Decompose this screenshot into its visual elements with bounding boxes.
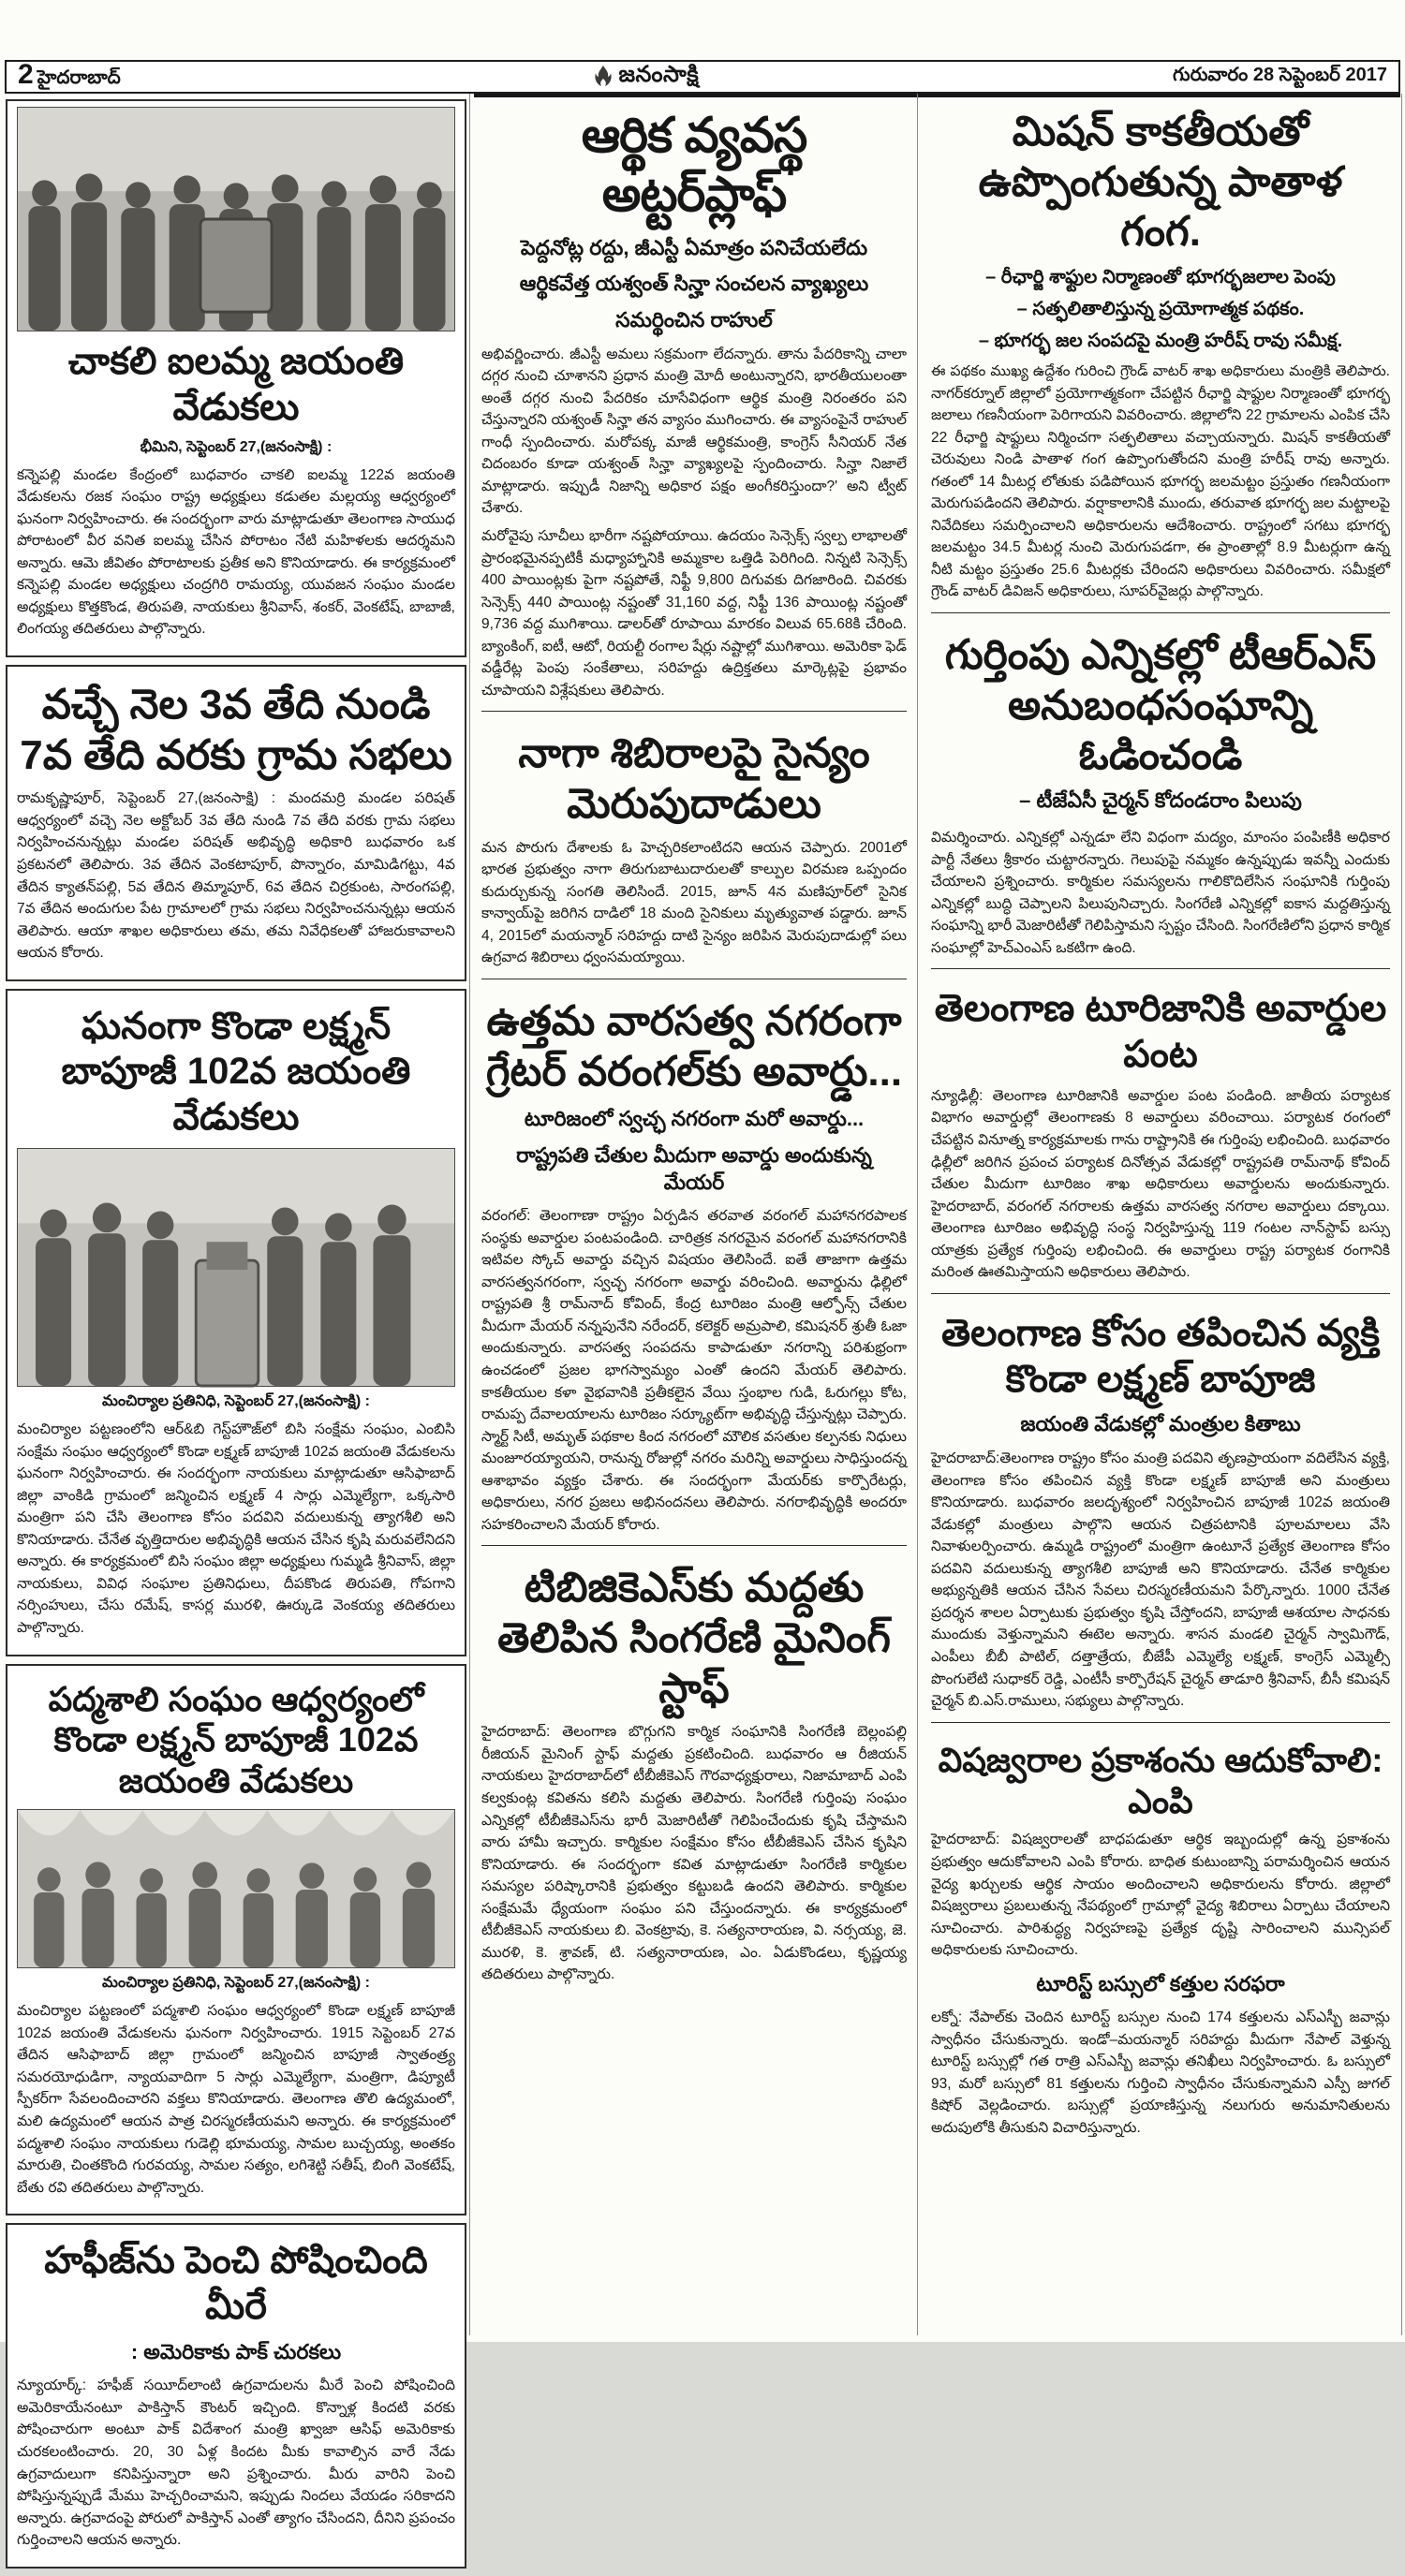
article-mission-kakatiya [931,107,1390,603]
bullet-kakatiya-3: – భూగర్భ జల సంపదపై మంత్రి హరీష్ రావు సమీక్ష. [978,331,1343,352]
bullet-kakatiya-1: – రీఛార్జి శాఫ్టుల నిర్మాణంతో భూగర్భజలాల పెంపు [985,267,1336,288]
column-rule-2 [917,94,918,2335]
headline-padmashali: పద్మశాలి సంఘం ఆధ్వర్యంలో కొండా లక్ష్మన్ బాపూజీ 102వ జయంతి వేడుకలు [48,1679,424,1801]
article-warangal-award [481,979,907,1536]
left-column [6,99,466,2576]
article-grama-sabhalu [6,665,466,981]
body-ailamma: కన్నెపల్లి మండల కేంద్రంలో బుధవారం చాకలి ఐలమ్మ 122వ జయంతి వేడుకలను రజక సంఘం రాష్ట్ర అధ్యక్షులు కడుతల మల్లయ్య ఆధ్వర్యంలో ఘనంగా నిర్వహించారు. ఈ సందర్భంగా వారు మాట్లాడుతూ తెలంగాణ సాయుధ పోరాటంలో వీర వనిత ఐలమ్మ చేసిన పోరాటం నేటి మహిళలకు ఆదర్శమని అన్నారు. ఆమె జీవితం పోరాటాలకు ప్రతీక అని కొనియాడారు. ఈ కార్యక్రమంలో కన్నెపల్లి మండల అధ్యక్షులు చంద్రగిరి రామయ్య, యువజన సంఘం మండల అధ్యక్షులు కొత్తకొండ, తిరుపతి, నాయకులు శ్రీనివాస్, శంకర్, వెంకటేష్, బాబాజీ, లింగయ్య తదితరులు పాల్గొన్నారు. [17,466,455,638]
article-tourist-bus-knives [931,1971,1390,2140]
column-rule-1 [469,94,470,2335]
article-economy-utterflop [481,107,907,701]
headline-ailamma: చాకలి ఐలమ్మ జయంతి వేడుకలు [67,341,405,428]
headline-naga: నాగా శిబిరాలపై సైన్యం మెరుపుదాడులు [518,730,870,828]
headline-konda-lakshman: తెలంగాణ కోసం తపించిన వ్యక్తి కొండా లక్ష్మణ్ బాపూజి [941,1312,1380,1400]
edition-city: హైదరాబాద్ [37,67,121,88]
body-hafiz: న్యూయార్క్: హఫీజ్ సయీద్‌లాంటి ఉగ్రవాదులను మీరే పెంచి పోషించింది అమెరికాయేనంటూ పాకిస్తాన్ కౌంటర్ ఇచ్చింది. కొన్నాళ్ల కిందటి వరకు పోషించారుగా అంటూ పాక్ విదేశాంగ మంత్రి ఖ్వాజా ఆసిఫ్ అమెరికాకు చురకలంటించారు. 20, 30 ఏళ్ల కిందట మీకు కావాల్సిన వారే నేడు ఉగ్రవాదులుగా కనిపిస్తున్నారా అని ప్రశ్నించారు. మీరు వారిని పెంచి పోషిస్తున్నప్పుడే మేము హెచ్చరించామని, ఇప్పుడు నిందలు వేయడం సరికాదని అన్నారు. ఉగ్రవాదంపై పోరులో పాకిస్తాన్ ఎంతో త్యాగం చేసిందని, దీనిని ప్రపంచం గుర్తించాలని ఆయన అన్నారు. [17,2377,455,2549]
article-ailamma-jayanti [6,99,466,657]
body-kakatiya: ఈ పథకం ముఖ్య ఉద్దేశం గురించి గ్రౌండ్ వాటర్ శాఖ అధికారులు మంత్రికి తెలిపారు. నాగర్‌కర్నూల్ జిల్లాలో ప్రయోగాత్మకంగా చేపట్టిన రీఛార్జి షాఫ్టుల నిర్మాణంతో భూగర్భ జలాలు గణనీయంగా పెరిగాయని వివరించారు. జిల్లాలోని 22 గ్రామాలను ఎంపిక చేసి 22 రీఛార్జి షాఫ్టులు నిర్మించగా సత్ఫలితాలు వచ్చాయన్నారు. మిషన్ కాకతీయతో చెరువులు నిండి పాతాళ గంగ ఉప్పొంగుతోందని మంత్రి హరీష్ రావు అన్నారు. గతంలో 14 మీటర్ల లోతుకు పడిపోయిన భూగర్భ జలమట్టం ప్రస్తుతం గణనీయంగా మెరుగుపడిందని తెలిపారు. వర్షాకాలానికి ముందు, తరువాత భూగర్భ జల మట్టాలపై నివేదికలు సమర్పించాలని అధికారులను ఆదేశించారు. రాష్ట్రంలో సగటు భూగర్భ జలమట్టం 34.5 మీటర్ల నుంచి మెరుగుపడగా, ఈ ప్రాంతాల్లో 8.9 మీటర్లుగా ఉన్న నీటి మట్టం ప్రస్తుతం 25.6 మీటర్లకు చేరిందని అధికారులు వివరించారు. సమీక్షలో గ్రౌండ్ వాటర్ డివిజన్ అధికారులు, సూపర్‌వైజర్లు పాల్గొన్నారు. [931,363,1390,600]
headline-viral-fevers: విషజ్వరాల ప్రకాశంను ఆదుకోవాలి: ఎంపి [938,1740,1383,1820]
body-naga: మన పొరుగు దేశాలకు ఓ హెచ్చరికలాంటిదని ఆయన చెప్పారు. 2001లో భారత ప్రభుత్వం నాగా తిరుగుబాటుదారులతో కాల్పుల విరమణ ఒప్పందం కుదుర్చుకున్న సంగతి తెలిసిందే. 2015, జూన్ 4న మణిపూర్‌లో సైనిక కాన్వాయ్‌పై జరిగిన దాడిలో 18 మంది సైనికులు మృత్యువాత పడ్డారు. జూన్ 4, 2015లో మయన్మార్ సరిహద్దు దాటి సైన్యం జరిపిన మెరుపుదాడుల్లో పలు ఉగ్రవాద శిబిరాలు ధ్వంసమయ్యాయి. [481,839,907,966]
masthead-group [594,62,699,93]
article-padmashali-bapuji [6,1664,466,2216]
body-grama-sabhalu: రామకృష్ణాపూర్, సెప్టెంబర్ 27,(జనంసాక్షి) : మందమర్రి మండల పరిషత్ ఆధ్వర్యంలో వచ్చె నెల అక్టోబర్ 3వ తేది నుండి 7వ తేది వరకు గ్రామ సభలు నిర్వహించనున్నట్లు మండల పరిషత్ అభివృద్ధి అధికారి బుధవారం ఒక ప్రకటనలో తెలిపారు. 3వ తేదిన వెంకటాపూర్, పొన్నారం, మామిడిగట్టు, 4వ తేదిన క్యాతన్‌పల్లి, 5వ తేదిన తిమ్మాపూర్, 6వ తేదిన చిర్రకుంట, సారంగపల్లి, 7వ తేదిన అందుగుల పేట గ్రామాలలో గ్రామ సభలు నిర్వహించనున్నట్లు ఆయన తెలిపారు. ఆయా శాఖల అధికారులు తమ, తమ నివేధికలతో హాజరుకావాలని ఆయన కోరారు. [17,790,455,962]
body-bapuji-102: మంచిర్యాల పట్టణంలోని ఆర్&బి గెస్ట్‌హౌజ్‌లో బిసి సంక్షేమ సంఘం, ఎంబిసి సంక్షేమ సంఘం ఆధ్వర్యంలో కొండా లక్ష్మణ్ బాపూజీ 102వ జయంతి వేడుకలను ఘనంగా నిర్వహించారు. ఈ సందర్భంగా నాయకులు మాట్లాడుతూ ఆసిఫాబాద్ జిల్లా వాంకిడి గ్రామంలో జన్మించిన లక్ష్మణ్ 4 సార్లు ఎమ్మెల్యేగా, ఒక్కసారి మంత్రిగా పని చేసి తెలంగాణ కోసం పదవిని వదులుకున్న త్యాగశీలి అని కొనియాడారు. చేనేత వృత్తిదారుల అభివృద్ధికి ఆయన చేసిన కృషి మరువలేనిదని అన్నారు. ఈ కార్యక్రమంలో బిసి సంఘం జిల్లా అధ్యక్షులు గుమ్మడి శ్రీనివాస్, జిల్లా నాయకులు, వివిధ సంఘాల ప్రతినిధులు, దీపకొండ తిరుపతి, గోపగాని నర్సింహులు, చేసు రమేష్, కాసర్ల మురళి, ఊర్కుడె వెంకయ్య తదితరులు పాల్గొన్నారు. [17,1421,455,1636]
article-hafiz-pak [6,2223,466,2569]
body-tourist-bus: లక్నో: నేపాల్‌కు చెందిన టూరిస్ట్ బస్సుల నుంచి 174 కత్తులను ఎస్ఎస్బీ జవాన్లు స్వాధీనం చేసుకున్నారు. ఇండో–మయన్మార్ సరిహద్దు మీదుగా నేపాల్ వెళ్తున్న టూరిస్ట్ బస్సుల్లో గత రాత్రి ఎస్ఎస్బీ జవాన్లు తనిఖీలు నిర్వహించారు. ఓ బస్సులో 93, మరో బస్సులో 81 కత్తులను గుర్తించి స్వాధీనం చేసుకున్నామని ఎస్పీ జుగల్ కిషోర్ వెల్లడించారు. బస్సుల్లో ప్రయాణిస్తున్న నలుగురు అనుమానితులను అదుపులోకి తీసుకుని విచారిస్తున్నారు. [931,2009,1390,2137]
headline-tourist-bus: టూరిస్ట్ బస్సులో కత్తుల సరఫరా [1036,1971,1285,1995]
headline-grama-sabhalu: వచ్చే నెల 3వ తేది నుండి 7వ తేది వరకు గ్రామ సభలు [20,681,452,778]
body-konda-lakshman: హైదరాబాద్:తెలంగాణ రాష్ట్రం కోసం మంత్రి పదవిని తృణప్రాయంగా వదిలేసిన వ్యక్తి, తెలంగాణ కోసం తపించిన వ్యక్తి కొండా లక్ష్మణ్ బాపూజీ అని మంత్రులు కొనియాడారు. బుధవారం జలదృశ్యంలో నిర్వహించిన బాపూజీ 102వ జయంతి వేడుకల్లో మంత్రులు పాల్గొని ఆయన చిత్రపటానికి పూలమాలలు వేసి నివాళులర్పించారు. ఉమ్మడి రాష్ట్రంలో మంత్రిగా ఉంటూనే ప్రత్యేక తెలంగాణ కోసం పదవిని వదులుకున్న త్యాగశీలి బాపూజీ అని కొనియాడారు. చేనేత కార్మికుల అభ్యున్నతికి ఆయన చేసిన సేవలు చిరస్మరణీయమని పేర్కొన్నారు. 1000 చేనేత ప్రదర్శన శాలల ఏర్పాటుకు ప్రభుత్వం కృషి చేస్తోందని, బాపూజీ ఆశయాల సాధనకు ముందుకు వెళ్తున్నామని ఈటెల అన్నారు. శాసన మండలి చైర్మన్ స్వామిగౌడ్, ఎంపీలు బీబీ పాటిల్, దత్తాత్రేయ, బీజేపీ ఎమ్మెల్యే లక్ష్మణ్, కాంగ్రెస్ ఎమ్మెల్సీ పొంగులేటి సుధాకర్ రెడ్డి, ఎంటీసీ కార్పొరేషన్ చైర్మన్ తాడూరి శ్రీనివాస్, బీసీ కమిషన్ చైర్మన్ బి.ఎస్.రాములు, సభ్యులు పాల్గొన్నారు. [931,1450,1390,1710]
headline-economy: ఆర్థిక వ్యవస్థ అట్టర్‌ప్లాఫ్ [581,109,807,223]
page-number: 2 [18,59,34,90]
page-header [5,60,1400,94]
subhead-warangal-2: రాష్ట్రపతి చేతుల మీదుగా అవార్డు అందుకున్న మేయర్ [516,1142,872,1194]
article-viral-fevers-mp [931,1722,1390,1962]
body-trs-union: విమర్శించారు. ఎన్నికల్లో ఎన్నడూ లేని విధంగా మద్యం, మాంసం పంపిణీకి అధికార పార్టీ నేతలు శ్రీకారం చుట్టారన్నారు. గెలుపుపై నమ్మకం ఉన్నప్పుడు ఇవన్నీ ఎందుకు చేయాలని ప్రశ్నించారు. కార్మికుల సమస్యలను గాలికొదిలేసిన సంఘానికి గుర్తింపు ఎన్నికల్లో బుద్ధి చెప్పాలని పిలుపునిచ్చారు. సింగరేణి ఎన్నికల్లో ఐకాస మద్దతిస్తున్న సంఘాన్ని భారీ మెజారిటీతో గెలిపిస్తామని స్పష్టం చేసింది. సింగరేణిలోని ప్రధాన కార్మిక సంఘాల్లో హెచ్ఎంఎస్ ఒకటిగా ఉంది. [931,830,1390,956]
body-economy-1: అభివర్ణించారు. జీఎస్టీ అమలు సక్రమంగా లేదన్నారు. తాను పేదరికాన్ని చాలా దగ్గర నుంచి చూశానని ప్రధాన మంత్రి మోదీ అంటున్నారని, భారతీయులంతా అంతే దగ్గర నుంచి పేదరికం చూసేవిధంగా ఆర్థిక మంత్రి నిరంతరం పని చేస్తున్నారని యశ్వంత్ సిన్హా తన వ్యాసం ముగించారు. ఈ వ్యాసంపైనే రాహుల్ గాంధీ స్పందించారు. మరోపక్క మాజీ ఆర్థికమంత్రి, కాంగ్రెస్ సీనియర్ నేత చిదంబరం కూడా యశ్వంత్ సిన్హా వ్యాఖ్యలపై స్పందించారు. సిన్హా నిజాలే మాట్లాడారు. ఇప్పుడీ నిజాన్ని అధికార పక్షం అంగీకరిస్తుందా?' అని ట్వీట్ చేశారు. [481,346,907,517]
article-naga-camps [481,711,907,969]
masthead-logo-icon [594,65,613,89]
news-photo-ailamma-event [17,107,455,331]
newspaper-name: జనంసాక్షి [618,61,700,87]
news-photo-padmashali-event [17,1809,455,1968]
subhead-economy-1: పెద్దనోట్ల రద్దు, జీఎస్టీ ఏమాత్రం పనిచేయలేదు [520,235,868,259]
headline-kakatiya: మిషన్ కాకతీయతో ఉప్పొంగుతున్న పాతాళ గంగ. [978,109,1343,256]
top-rule [474,94,1400,97]
body-tourism-awards: న్యూఢిల్లీ: తెలంగాణ టూరిజానికి అవార్డుల పంట పండింది. జాతీయ పర్యాటక విభాగం అవార్డుల్లో తెలంగాణకు 8 అవార్డులు వరించాయి. పర్యాటక రంగంలో చేపట్టిన వినూత్న కార్యక్రమాలకు గాను రాష్ట్రానికి ఈ గుర్తింపు లభించింది. బుధవారం ఢిల్లీలో జరిగిన ప్రపంచ పర్యాటక దినోత్సవ వేడుకల్లో రాష్ట్రపతి రామ్‌నాథ్ కోవింద్ చేతుల మీదుగా టూరిజం శాఖ అధికారులు అవార్డులను అందుకున్నారు. హైదరాబాద్, వరంగల్ నగరాలకు ఉత్తమ వారసత్వ నగరాల అవార్డులు దక్కాయి. తెలంగాణ టూరిజం అభివృద్ధి సంస్థ నిర్వహిస్తున్న 119 గంటల నాన్‌స్టాప్ బస్సు యాత్రకు ప్రత్యేక గుర్తింపు లభించింది. ఈ అవార్డులు రాష్ట్ర పర్యాటక రంగానికి మరింత ఊతమిస్తాయని అధికారులు తెలిపారు. [931,1087,1390,1281]
article-bapuji-102-jayanti [6,989,466,1656]
subhead-konda-lakshman: జయంతి వేడుకల్లో మంత్రుల కితాబు [1020,1412,1301,1436]
right-column [922,99,1399,2149]
subhead-hafiz: : అమెరికాకు పాక్ చురకలు [130,2339,342,2363]
byline-kodandaram: – టీజేఏసీ చైర్మన్ కోదండరాం పిలుపు [1019,788,1302,813]
headline-tourism-awards: తెలంగాణ టూరిజానికి అవార్డుల పంట [934,988,1387,1076]
article-trs-union-elections [931,612,1390,959]
page-header-left [18,61,121,93]
column-rule-3 [1401,94,1402,2335]
bullet-kakatiya-2: – సత్ఫలితాలిస్తున్న ప్రయోగాత్మక పథకం. [1016,299,1305,320]
dateline-padmashali: మంచిర్యాల ప్రతినిధి, సెప్టెంబర్ 27,(జనంసాక్షి) : [102,1975,370,1992]
body-padmashali: మంచిర్యాల పట్టణంలో పద్మశాలి సంఘం ఆధ్వర్యంలో కొండా లక్ష్మణ్ బాపూజీ 102వ జయంతి వేడుకలను ఘనంగా నిర్వహించారు. 1915 సెప్టెంబర్ 27వ తేదిన ఆసిఫాబాద్ జిల్లా గ్రామంలో జన్మించిన బాపూజీ స్వాతంత్ర్య సమరయోధుడిగా, న్యాయవాదిగా 5 సార్లు ఎమ్మెల్యేగా, మంత్రిగా, డిప్యూటీ స్పీకర్‌గా సేవలందించారని వక్తలు కొనియాడారు. తెలంగాణ తొలి ఉద్యమంలో, మలి ఉద్యమంలో ఆయన పాత్ర చిరస్మరణీయమని అన్నారు. ఈ కార్యక్రమంలో పద్మశాలి సంఘం నాయకులు గుడెల్లి భూమయ్య, సామల బుచ్చయ్య, అంతకం మారుతి, చింతకొంది గురవయ్య, సామల సత్యం, లగిశెట్టి సతీష్, బింగి వెంకటేష్, బేతు రవి తదితరులు పాల్గొన్నారు. [17,2003,455,2196]
dateline-bapuji-102: మంచిర్యాల ప్రతినిధి, సెప్టెంబర్ 27,(జనంసాక్షి) : [102,1393,370,1410]
headline-trs-union: గుర్తింపు ఎన్నికల్లో టీఆర్ఎస్ అనుబంధసంఘాన్ని ఓడించండి [944,632,1377,779]
body-economy-2: మరోవైపు సూచీలు భారీగా నష్టపోయాయి. ఉదయం సెన్సెక్స్ స్వల్ప లాభాలతో ప్రారంభమైనప్పటికీ మధ్యాహ్నానికి అమ్మకాల ఒత్తిడి పెరిగింది. నిన్నటి సెన్సెక్స్ 400 పాయింట్లకు పైగా నష్టపోతే, నిఫ్టీ 9,800 దిగువకు దిగజారింది. చివరకు సెన్సెక్స్ 440 పాయింట్ల నష్టంతో 31,160 వద్ద, నిఫ్టీ 136 పాయింట్ల నష్టంతో 9,736 వద్ద ముగిశాయి. డాలర్‌తో రూపాయి మారకం విలువ 65.68కి చేరింది. బ్యాంకింగ్, ఐటీ, ఆటో, రియల్టీ రంగాల షేర్లు నష్టాల్లో ముగిశాయి. అమెరికా ఫెడ్ వడ్డీరేట్ల పెంపు సంకేతాలు, సరిహద్దు ఉద్రిక్తతలు మార్కెట్లపై ప్రభావం చూపాయని విశ్లేషకులు తెలిపారు. [481,528,907,699]
middle-column [474,99,914,1995]
article-tourism-awards [931,968,1390,1284]
headline-warangal: ఉత్తమ వారసత్వ నగరంగా గ్రేటర్ వరంగల్‌కు అవార్డు... [485,998,903,1095]
body-viral-fevers: హైదరాబాద్: విషజ్వరాలతో బాధపడుతూ ఆర్థిక ఇబ్బందుల్లో ఉన్న ప్రకాశంను ప్రభుత్వం ఆదుకోవాలని ఎంపి కోరారు. బాధిత కుటుంబాన్ని పరామర్శించిన ఆయన వైద్య ఖర్చులకు ఆర్థిక సాయం అందించాలని అధికారులను కోరారు. జిల్లాలో విషజ్వరాలు ప్రబలుతున్న నేపథ్యంలో గ్రామాల్లో వైద్య శిబిరాలు ఏర్పాటు చేయాలని సూచించారు. పారిశుద్ధ్య నిర్వహణపై ప్రత్యేక దృష్టి సారించాలని మున్సిపల్ అధికారులకు సూచించారు. [931,1832,1390,1959]
news-photo-bapuji-event [17,1148,455,1387]
article-tbgks-support [481,1545,907,1986]
article-konda-lakshman [931,1293,1390,1713]
headline-hafiz: హఫీజ్‌ను పెంచి పోషించింది మీరే [44,2240,428,2327]
headline-bapuji-102: ఘనంగా కొండా లక్ష్మన్ బాపూజీ 102వ జయంతి వేడుకలు [61,1005,411,1139]
edition-date: గురువారం 28 సెప్టెంబర్ 2017 [1173,64,1387,85]
body-warangal: వరంగల్: తెలంగాణా రాష్ట్రం ఏర్పడిన తరవాత వరంగల్ మహానగరపాలక సంస్థకు అవార్డుల పంటపండింది. చారిత్రక నగరమైన వరంగల్ మహానగరానికి ఇటివల స్కోచ్ అవార్డు వచ్చిన విషయం తెలిసిందే. ఐతే తాజాగా ఉత్తమ వారసత్వనగరంగా, స్వచ్ఛ నగరంగా అవార్డు వరించింది. అవార్డును ఢిల్లిలో రాష్ట్రపతి శ్రీ రామ్‌నాద్ కోవింద్, కేంద్ర టూరిజం మంత్రి ఆల్ఫోన్స్ చేతుల మీదుగా మేయర్ నన్నపునేని నరేందర్, కలెక్టర్ అమ్రపాలి, కమిషనర్ శ్రుతీ ఓజా అందుకున్నారు. వారసత్వ సంపదను కాపాడుతూ నగరాన్ని పరిశుభ్రంగా ఉంచడంలో ప్రజల భాగస్వామ్యం ఎంతో ఉందని మేయర్ తెలిపారు. కాకతీయుల కళా వైభవానికి ప్రతీకలైన వేయి స్తంభాల గుడి, ఓరుగల్లు కోట, రామప్ప దేవాలయాలను టూరిజం సర్క్యూట్‌గా అభివృద్ధి చేస్తున్నట్లు చెప్పారు. స్మార్ట్ సిటీ, అమృత్ పథకాల కింద నగరంలో మౌలిక వసతుల కల్పనకు నిధులు మంజూరయ్యాయని, రానున్న రోజుల్లో నగరం మరిన్ని అవార్డులు సాధిస్తుందన్న ఆశాభావం వ్యక్తం చేశారు. ఈ సందర్భంగా మేయర్‌కు కార్పొరేటర్లు, అధికారులు, నగర ప్రజలు అభినందనలు తెలిపారు. నగరాభివృద్ధికి అందరూ సహకరించాలని మేయర్ కోరారు. [481,1208,907,1533]
headline-tbgks: టిబిజికెఎస్‌కు మద్దతు తెలిపిన సింగరేణి మైనింగ్ స్టాఫ్ [497,1565,891,1712]
subhead-warangal-1: టూరిజంలో స్వచ్ఛ నగరంగా మరో అవార్డు... [524,1107,865,1131]
subhead-economy-2: ఆర్థికవేత్త యశ్వంత్ సిన్హా సంచలన వ్యాఖ్యలు [519,272,869,296]
dateline-ailamma: భీమిని, సెప్టెంబర్ 27,(జనంసాక్షి) : [140,438,333,455]
body-tbgks: హైదరాబాద్: తెలంగాణ బొగ్గుగని కార్మిక సంఘానికి సింగరేణి బెల్లంపల్లి రీజియన్ మైనింగ్ స్టాఫ్ మద్దతు ప్రకటించింది. బుధవారం ఆ రీజియన్ నాయకులు హైదరాబాద్‌లో టీబీజీకెఎస్ గౌరవాధ్యక్షురాలు, నిజామాబాద్ ఎంపి కల్వకుంట్ల కవితను కలిసి మద్దతు తెలిపారు. సింగరేణి గుర్తింపు సంఘం ఎన్నికల్లో టీబీజీకెఎస్‌ను భారీ మెజారిటీతో గెలిపించేందుకు కృషి చేస్తామని వారు హామీ ఇచ్చారు. కార్మికుల సంక్షేమం కోసం టీబీజీకెఎస్ చేసిన కృషిని కొనియాడారు. ఈ సందర్భంగా కవిత మాట్లాడుతూ సింగరేణి కార్మికుల సమస్యల పరిష్కారానికి ప్రభుత్వం కట్టుబడి ఉందని తెలిపారు. కార్మికుల సంక్షేమమే ధ్యేయంగా సంఘం పని చేస్తుందన్నారు. ఈ కార్యక్రమంలో టీబీజీకెఎస్ నాయకులు బి. వెంకట్రావు, కె. సత్యనారాయణ, వి. నర్సయ్య, జె. మురళి, కె. శ్రావణ్, టి. సత్యనారాయణ, ఎం. ఏడుకొండలు, కృష్ణయ్య తదితరులు పాల్గొన్నారు. [481,1724,907,1983]
subhead-economy-3: సమర్థించిన రాహుల్ [615,308,773,332]
